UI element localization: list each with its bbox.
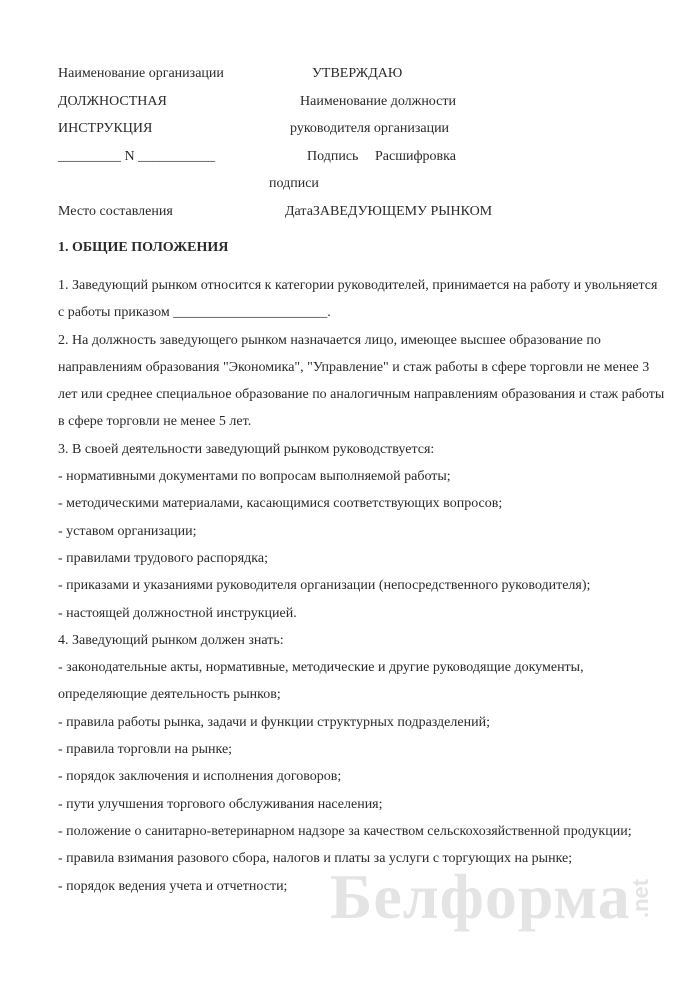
- body-line: - правила торговли на рынке;: [58, 742, 233, 758]
- body-line: - положение о санитарно-ветеринарном надзоре за качеством сельскохозяйственной продукции;: [58, 823, 632, 839]
- signature-label: Подпись: [307, 149, 359, 164]
- approve-label: УТВЕРЖДАЮ: [312, 66, 403, 81]
- body-line: лет или среднее специальное образование по аналогичным направлениям образования и стаж работы: [58, 387, 665, 403]
- section-body: [58, 272, 665, 900]
- watermark-suffix: .net: [628, 878, 653, 918]
- signature-sub-label: подписи: [269, 176, 319, 191]
- body-line: с работы приказом ______________________.: [58, 305, 331, 321]
- body-line: - правила взимания разового сбора, налогов и платы за услуги с торгующих на рынке;: [58, 851, 573, 867]
- body-line: определяющие деятельность рынков;: [58, 687, 281, 703]
- decoding-label: Расшифровка: [375, 149, 456, 164]
- body-line: направлениям образования "Экономика", "Управление" и стаж работы в сфере торговли не менее 3: [58, 359, 650, 375]
- head-position-line1: Наименование должности: [300, 94, 456, 109]
- doc-type-line1: ДОЛЖНОСТНАЯ: [58, 94, 167, 109]
- body-line: - правила работы рынка, задачи и функции структурных подразделений;: [58, 714, 490, 730]
- body-line: 4. Заведующий рынком должен знать:: [58, 632, 284, 648]
- date-and-title: ДатаЗАВЕДУЮЩЕМУ РЫНКОМ: [285, 204, 493, 219]
- body-line: 2. На должность заведующего рынком назначается лицо, имеющее высшее образование по: [58, 332, 601, 348]
- body-line: - правилами трудового распорядка;: [58, 550, 268, 566]
- place-label: Место составления: [58, 204, 173, 219]
- body-line: - нормативными документами по вопросам выполняемой работы;: [58, 469, 451, 485]
- doc-type-line2: ИНСТРУКЦИЯ: [58, 121, 153, 136]
- body-line: - приказами и указаниями руководителя организации (непосредственного руководителя);: [58, 578, 591, 594]
- body-line: 1. Заведующий рынком относится к категории руководителей, принимается на работу и увольняется: [58, 278, 658, 293]
- body-line: - порядок ведения учета и отчетности;: [58, 878, 288, 894]
- body-line: - законодательные акты, нормативные, методические и другие руководящие документы,: [58, 660, 584, 676]
- document-number-line: _________ N ___________: [58, 149, 216, 164]
- section-heading: 1. ОБЩИЕ ПОЛОЖЕНИЯ: [58, 240, 229, 255]
- body-line: - уставом организации;: [58, 523, 197, 539]
- body-line: - настоящей должностной инструкцией.: [58, 605, 297, 621]
- body-line: - порядок заключения и исполнения договоров;: [58, 769, 342, 785]
- body-line: 3. В своей деятельности заведующий рынком руководствуется:: [58, 441, 435, 457]
- org-name-label: Наименование организации: [58, 66, 224, 81]
- head-position-line2: руководителя организации: [290, 121, 450, 136]
- body-line: - пути улучшения торгового обслуживания населения;: [58, 796, 383, 812]
- body-line: в сфере торговли не менее 5 лет.: [58, 414, 252, 430]
- watermark-logo: Белформа: [330, 861, 631, 932]
- body-line: - методическими материалами, касающимися соответствующих вопросов;: [58, 496, 503, 512]
